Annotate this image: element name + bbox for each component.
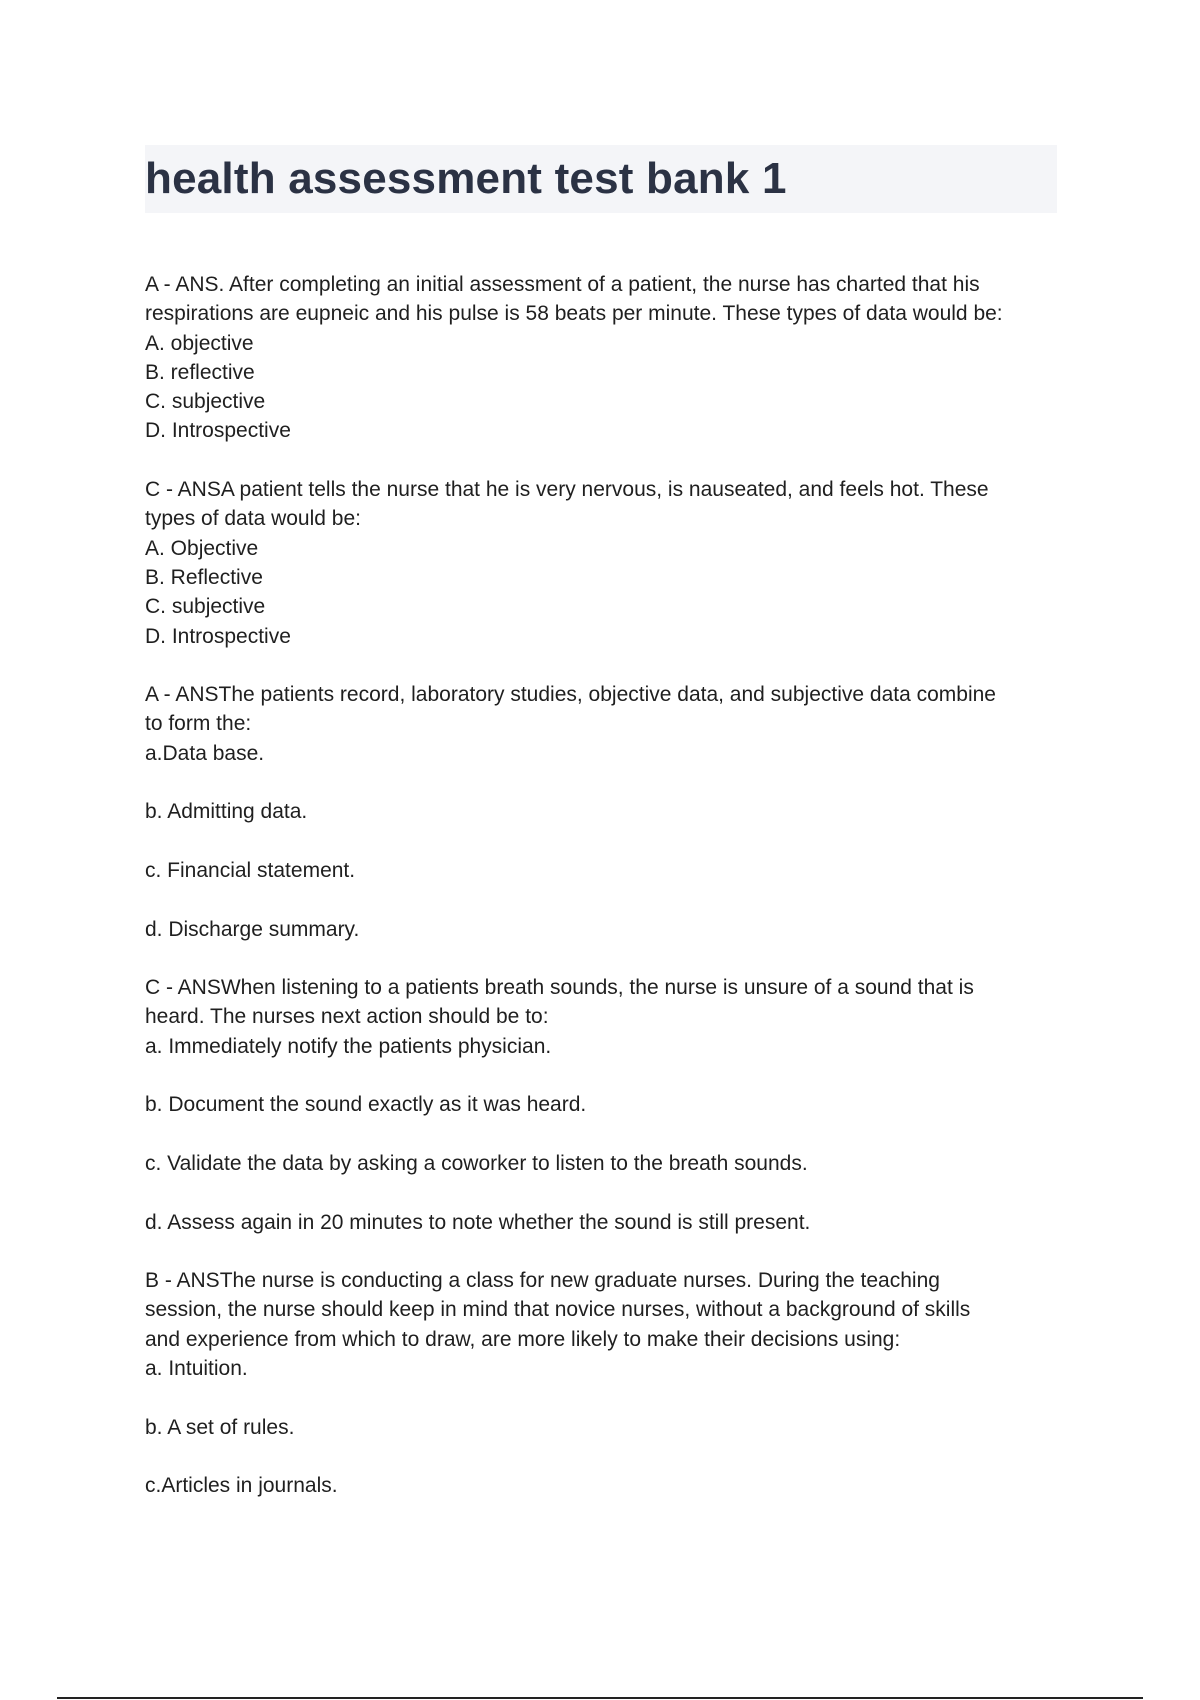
question-text-line: and experience from which to draw, are more likely to make their decisions using: — [145, 1327, 901, 1351]
question-text-line: types of data would be: — [145, 507, 361, 531]
answer-option: C. subjective — [145, 390, 266, 414]
question-text-line: C - ANSA patient tells the nurse that he is very nervous, is nauseated, and feels hot. These — [145, 478, 989, 502]
answer-option: c. Financial statement. — [145, 858, 356, 882]
answer-option: b. A set of rules. — [145, 1415, 295, 1439]
answer-option: c.Articles in journals. — [145, 1474, 338, 1498]
question-3 — [145, 680, 1065, 944]
answer-option: a. Immediately notify the patients physician. — [145, 1034, 552, 1058]
answer-option: c. Validate the data by asking a coworker to listen to the breath sounds. — [145, 1151, 808, 1175]
answer-option: B. Reflective — [145, 565, 263, 589]
question-5 — [145, 1266, 1065, 1500]
spacer — [145, 651, 1065, 680]
answer-option: a.Data base. — [145, 741, 265, 765]
answer-option: b. Document the sound exactly as it was heard. — [145, 1093, 587, 1117]
question-text-line: A - ANS. After completing an initial assessment of a patient, the nurse has charted that his — [145, 273, 980, 296]
question-2 — [145, 475, 1065, 651]
question-text-line: A - ANSThe patients record, laboratory studies, objective data, and subjective data combine — [145, 683, 996, 707]
answer-option: b. Admitting data. — [145, 800, 308, 824]
question-4 — [145, 973, 1065, 1237]
page-bottom-divider — [57, 1697, 1143, 1699]
answer-option: a. Intuition. — [145, 1356, 248, 1380]
question-1 — [145, 270, 1065, 446]
answer-option: d. Discharge summary. — [145, 917, 360, 941]
question-text-line: respirations are eupneic and his pulse is 58 beats per minute. These types of data would be: — [145, 302, 1003, 326]
spacer — [145, 1237, 1065, 1266]
answer-option: A. Objective — [145, 536, 259, 560]
spacer — [145, 944, 1065, 973]
page-title: health assessment test bank 1 — [145, 154, 787, 203]
question-text-line: C - ANSWhen listening to a patients breath sounds, the nurse is unsure of a sound that is — [145, 976, 974, 1000]
question-list — [145, 270, 1065, 1500]
answer-option: A. objective — [145, 331, 254, 355]
answer-option: D. Introspective — [145, 419, 291, 443]
answer-option: D. Introspective — [145, 624, 291, 648]
question-text-line: to form the: — [145, 712, 252, 736]
title-banner — [145, 145, 1057, 213]
question-text-line: session, the nurse should keep in mind that novice nurses, without a background of skills — [145, 1298, 971, 1322]
spacer — [145, 446, 1065, 475]
question-text-line: B - ANSThe nurse is conducting a class for new graduate nurses. During the teaching — [145, 1269, 940, 1293]
answer-option: d. Assess again in 20 minutes to note whether the sound is still present. — [145, 1210, 811, 1234]
question-text-line: heard. The nurses next action should be to: — [145, 1005, 549, 1029]
answer-option: C. subjective — [145, 595, 266, 619]
answer-option: B. reflective — [145, 360, 255, 384]
